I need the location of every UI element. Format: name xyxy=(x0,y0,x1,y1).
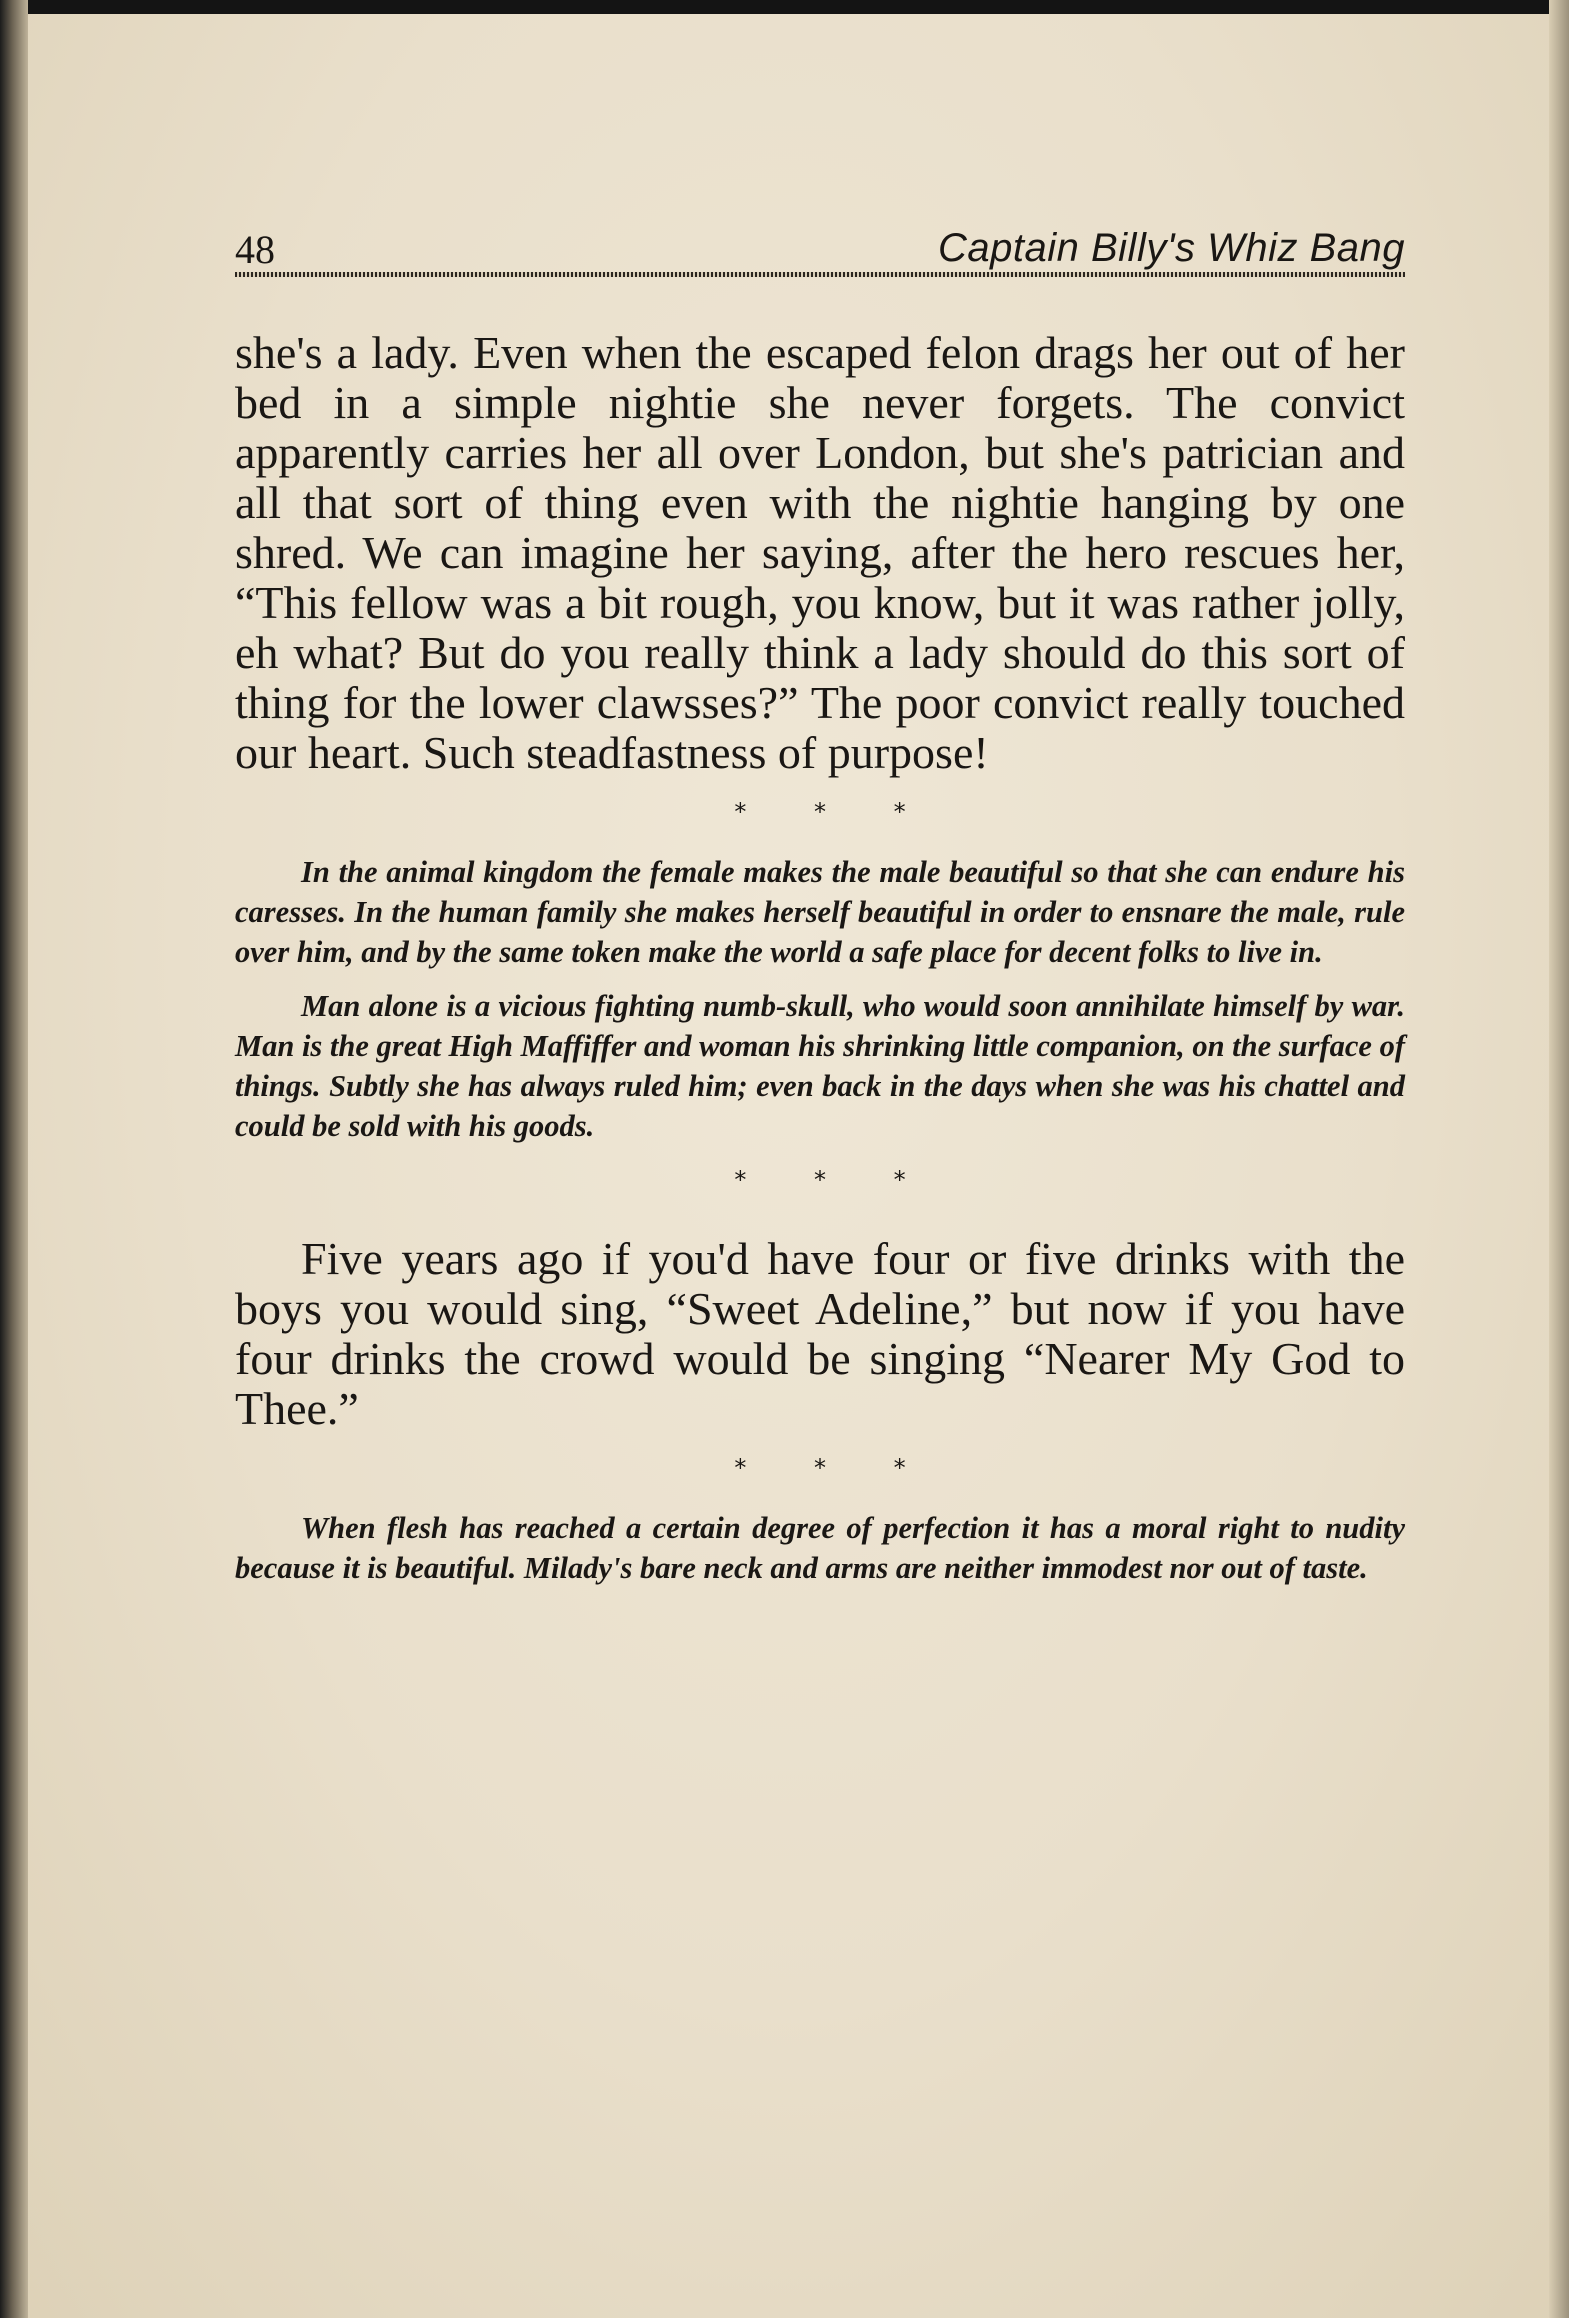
body-paragraph-2: Five years ago if you'd have four or five drinks with the boys you would sing, “Sweet Adeline,” but now if you have four drinks the crowd would be singing “Nearer My God to Thee.” xyxy=(235,1233,1405,1434)
section-separator-1: * * * xyxy=(734,798,936,826)
body-paragraph-1: she's a lady. Even when the escaped felon drags her out of her bed in a simple nightie she never forgets. The convict apparently carries her all over London, but she's patrician and all that sort of thing even with the nightie hanging by one shred. We can imagine her saying, after the hero rescues her, “This fellow was a bit rough, you know, but it was rather jolly, eh what? But do you really think a lady should do this sort of thing for the lower clawsses?” The poor convict really touched our heart. Such steadfastness of purpose! xyxy=(235,327,1405,778)
scan-top-edge xyxy=(0,0,1569,14)
running-title: Captain Billy's Whiz Bang xyxy=(938,226,1405,270)
page-content xyxy=(235,210,1405,1588)
header-rule xyxy=(235,272,1405,277)
section-separator-3: * * * xyxy=(734,1454,936,1482)
running-head xyxy=(235,210,1405,270)
scan-left-edge xyxy=(0,0,28,2318)
section-separator-2: * * * xyxy=(734,1166,936,1194)
italic-paragraph-3: When flesh has reached a certain degree of perfection it has a moral right to nudity because it is beautiful. Milady's bare neck and arms are neither immodest nor out of taste. xyxy=(235,1511,1405,1585)
page-number: 48 xyxy=(235,227,275,272)
italic-paragraph-2: Man alone is a vicious fighting numb-skull, who would soon annihilate himself by war. Man is the great High Maffiffer and woman his shrinking little companion, on the surface of things. Subtly she has always ruled him; even back in the days when she was his chattel and could be sold with his goods. xyxy=(235,989,1405,1143)
italic-paragraph-1: In the animal kingdom the female makes the male beautiful so that she can endure his caresses. In the human family she makes herself beautiful in order to ensnare the male, rule over him, and by the same token make the world a safe place for decent folks to live in. xyxy=(235,855,1405,969)
scan-right-edge xyxy=(1549,0,1569,2318)
